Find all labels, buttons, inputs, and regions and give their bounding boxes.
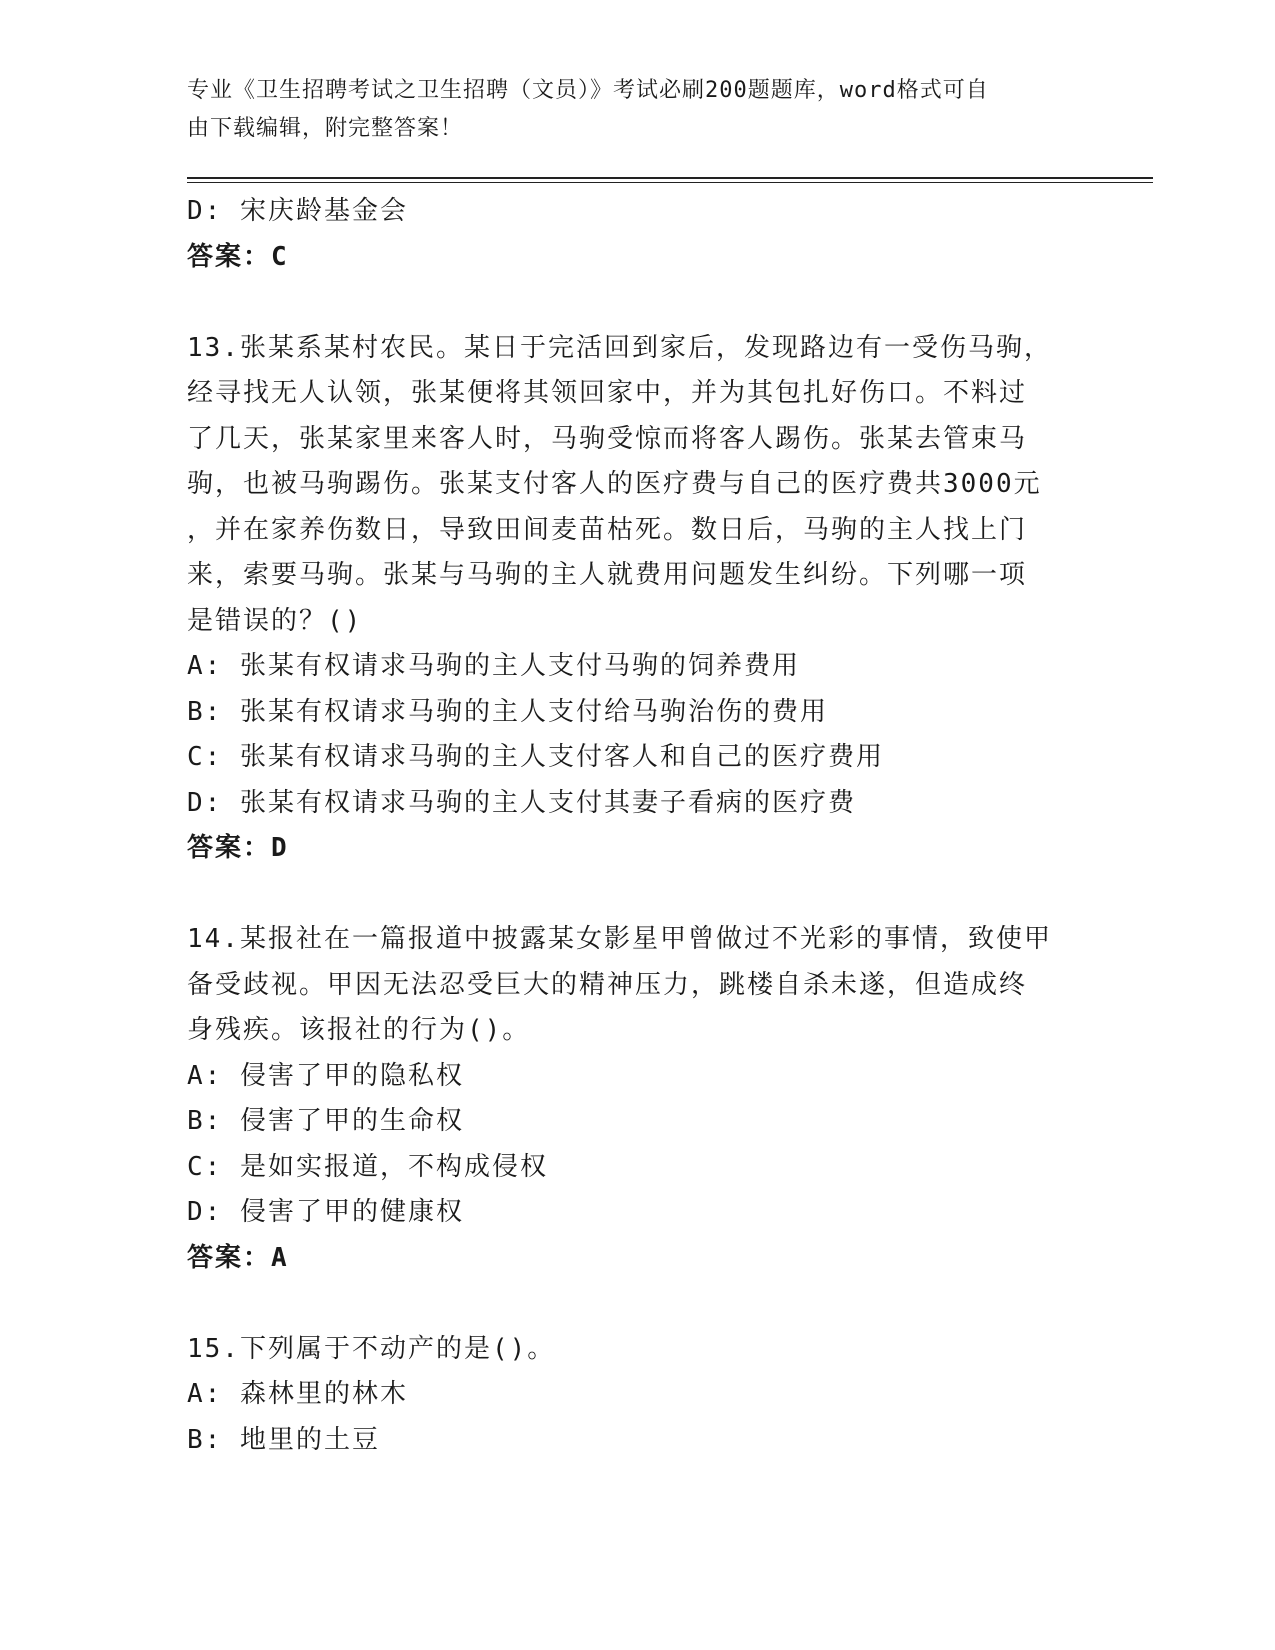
header-line-2: 由下载编辑，附完整答案！ bbox=[187, 116, 464, 141]
option-c: C: 是如实报道，不构成侵权 bbox=[187, 1151, 548, 1182]
option-c: C: 张某有权请求马驹的主人支付客人和自己的医疗费用 bbox=[187, 742, 884, 772]
question-stem-line: ，并在家养伤数日，导致田间麦苗枯死。数日后，马驹的主人找上门 bbox=[187, 514, 1028, 545]
answer-line: 答案：C bbox=[187, 241, 289, 272]
header-rule-thick bbox=[187, 177, 1153, 179]
question-14 bbox=[187, 917, 1087, 1281]
question-stem-line: 来，索要马驹。张某与马驹的主人就费用问题发生纠纷。下列哪一项 bbox=[187, 560, 1028, 590]
option-a: A: 侵害了甲的隐私权 bbox=[187, 1060, 464, 1091]
option-b: B: 地里的土豆 bbox=[187, 1424, 380, 1455]
spacer bbox=[187, 1281, 1087, 1327]
option-a: A: 森林里的林木 bbox=[187, 1379, 408, 1409]
question-stem-line: 经寻找无人认领，张某便将其领回家中，并为其包扎好伤口。不料过 bbox=[187, 378, 1028, 408]
question-stem-line: 身残疾。该报社的行为()。 bbox=[187, 1015, 531, 1045]
spacer bbox=[187, 872, 1087, 918]
question-stem-line: 14.某报社在一篇报道中披露某女影星甲曾做过不光彩的事情，致使甲 bbox=[187, 924, 1052, 954]
header-line-1: 专业《卫生招聘考试之卫生招聘（文员）》考试必刷200题题库，word格式可自 bbox=[187, 78, 989, 103]
spacer bbox=[187, 280, 1087, 326]
option-d: D: 侵害了甲的健康权 bbox=[187, 1197, 464, 1227]
option-d: D: 宋庆龄基金会 bbox=[187, 196, 408, 226]
question-stem-line: 备受歧视。甲因无法忍受巨大的精神压力，跳楼自杀未遂，但造成终 bbox=[187, 969, 1028, 1000]
option-b: B: 侵害了甲的生命权 bbox=[187, 1106, 464, 1136]
answer-line: 答案：A bbox=[187, 1242, 289, 1273]
option-a: A: 张某有权请求马驹的主人支付马驹的饲养费用 bbox=[187, 651, 800, 681]
question-stem-line: 是错误的？() bbox=[187, 605, 363, 636]
question-stem-line: 了几天，张某家里来客人时，马驹受惊而将客人踢伤。张某去管束马 bbox=[187, 423, 1028, 454]
question-13 bbox=[187, 326, 1087, 872]
answer-line: 答案：D bbox=[187, 833, 289, 863]
question-content bbox=[187, 189, 1087, 1463]
option-b: B: 张某有权请求马驹的主人支付给马驹治伤的费用 bbox=[187, 696, 828, 727]
document-header bbox=[187, 72, 1067, 148]
question-stem-line: 13.张某系某村农民。某日于完活回到家后，发现路边有一受伤马驹， bbox=[187, 332, 1052, 363]
question-stem-line: 15.下列属于不动产的是()。 bbox=[187, 1333, 556, 1364]
question-stem-line: 驹，也被马驹踢伤。张某支付客人的医疗费与自己的医疗费共3000元 bbox=[187, 469, 1042, 499]
header-rule-thin bbox=[187, 182, 1153, 183]
option-d: D: 张某有权请求马驹的主人支付其妻子看病的医疗费 bbox=[187, 787, 856, 818]
question-15 bbox=[187, 1327, 1087, 1464]
